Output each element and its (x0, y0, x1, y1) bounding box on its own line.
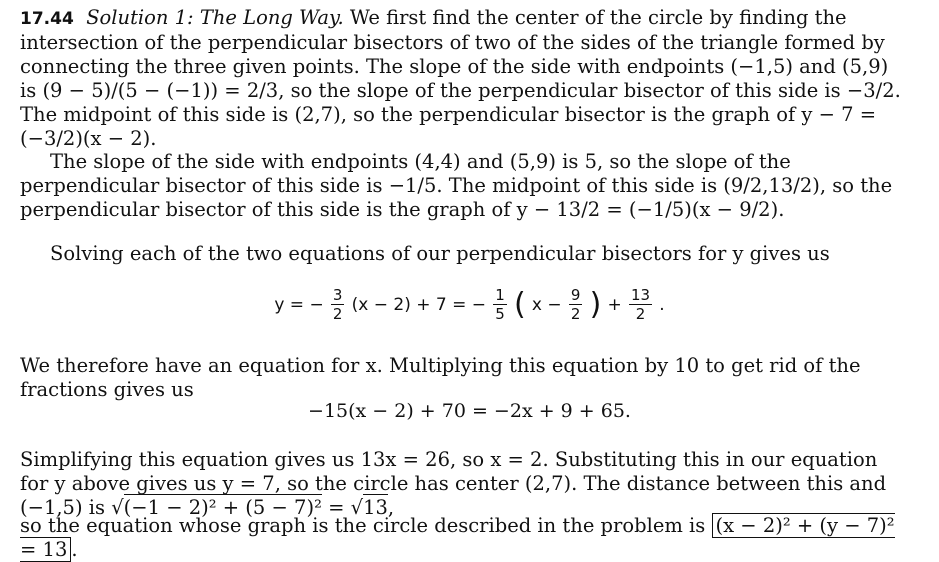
eq1-lhs: y = − (274, 295, 324, 315)
sqrt-symbol-2: √ (350, 496, 364, 519)
paragraph-3 (20, 242, 910, 266)
paragraph-6-text: so the equation whose graph is the circle described in the problem is (20, 514, 712, 537)
paragraph-3-text: Solving each of the two equations of our perpendicular bisectors for y gives us (50, 242, 830, 265)
eq1-frac-3: $\frac{9}{2}$ (570, 286, 581, 323)
final-answer-box: (x − 2)² + (y − 7)² = 13 (20, 514, 895, 561)
paragraph-1-text: We first find the center of the circle by finding the intersection of the perpendicular bisectors of two of the sides of the triangle formed by connecting the three given points. The slope of the side with endpoints (−1,5) and (5,9) is (9 − 5)/(5 − (−1)) = 2/3, so the slope of the perpendicular bisector of this side is −3/2. The midpoint of this side is (2,7), so the perpendicular bisector is the graph of y − 7 = (−3/2)(x − 2). (20, 6, 901, 150)
eq1-close-paren: ) (589, 287, 602, 322)
paragraph-2-text: The slope of the side with endpoints (4,4) and (5,9) is 5, so the slope of the perpendicular bisector of this side is −1/5. The midpoint of this side is (9/2,13/2), so the perpendicular bisector of this side is the graph of y − 13/2 = (−1/5)(x − 9/2). (20, 150, 893, 221)
paragraph-5-end: , (387, 496, 395, 519)
paragraph-6-end: . (71, 538, 78, 561)
sqrt-radicand-2: 13 (363, 496, 388, 519)
eq1-open-paren: ( (513, 287, 526, 322)
sqrt-radicand-1: (−1 − 2)² + (5 − 7)² (123, 496, 322, 519)
eq1-inner: x − (531, 295, 562, 315)
problem-number: 17.44 (20, 9, 74, 29)
paragraph-5-equals: = (321, 496, 351, 519)
display-equation-1 (0, 286, 939, 323)
paragraph-4 (20, 354, 910, 402)
paragraph-5 (20, 448, 910, 520)
solution-title: Solution 1: The Long Way. (86, 6, 344, 29)
display-equation-2 (0, 400, 939, 422)
eq1-frac-1: $\frac{3}{2}$ (332, 286, 343, 323)
eq1-frac-4: $\frac{13}{2}$ (630, 286, 651, 323)
eq1-plus: + (607, 295, 622, 315)
paragraph-1 (20, 6, 910, 151)
eq1-end: . (659, 295, 665, 315)
eq1-mid: (x − 2) + 7 = − (351, 295, 487, 315)
eq1-frac-2: $\frac{1}{5}$ (495, 286, 505, 323)
paragraph-2 (20, 150, 910, 222)
sqrt-symbol-1: √ (111, 496, 124, 519)
paragraph-4-text: We therefore have an equation for x. Multiplying this equation by 10 to get rid of the fractions gives us (20, 354, 861, 401)
paragraph-5-text: Simplifying this equation gives us 13x = 26, so x = 2. Substituting this in our equation for y above gives us y = 7, so the circle has center (2,7). The distance between this and (−1,5) is (20, 448, 887, 519)
eq2-text: −15(x − 2) + 70 = −2x + 9 + 65. (308, 400, 631, 422)
